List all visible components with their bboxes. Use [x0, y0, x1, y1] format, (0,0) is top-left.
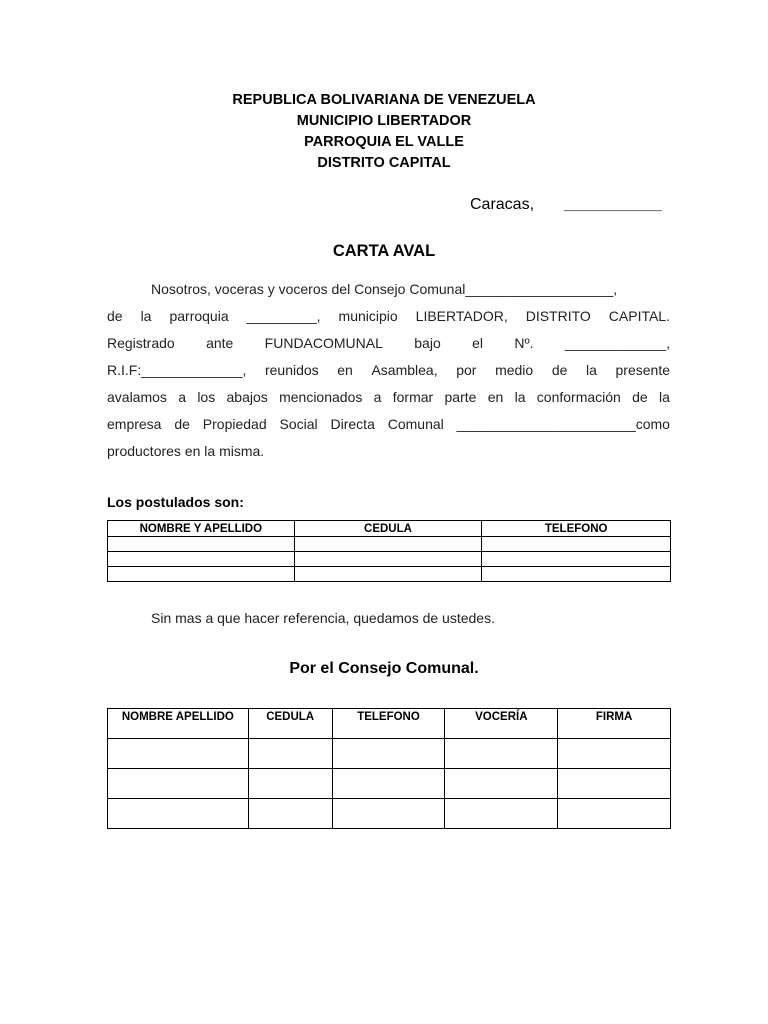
body-word: _____________, [564, 335, 670, 351]
header-firma: FIRMA [558, 709, 671, 739]
header-voceria: VOCERÍA [445, 709, 558, 739]
body-word: Registrado [107, 335, 175, 351]
body-word: LIBERTADOR, [415, 308, 508, 324]
body-word: por [456, 362, 477, 378]
header-municipality: MUNICIPIO LIBERTADOR [296, 113, 472, 129]
body-word: la [514, 389, 526, 405]
body-word: DISTRITO [525, 308, 591, 324]
postulados-label: Los postulados son: [107, 494, 244, 510]
body-word: bajo [414, 335, 441, 351]
table-cell[interactable] [482, 567, 671, 582]
header-telefono: TELEFONO [332, 709, 445, 739]
body-word: Propiedad [202, 416, 267, 432]
table-row [108, 769, 671, 799]
body-word: parte [444, 389, 477, 405]
body-word: de [551, 362, 568, 378]
body-word: de [107, 308, 123, 324]
table-cell[interactable] [482, 552, 671, 567]
consejo-title: Por el Consejo Comunal. [289, 660, 479, 677]
body-line-3 [107, 330, 670, 357]
table-cell[interactable] [558, 739, 671, 769]
table-cell[interactable] [294, 552, 482, 567]
table-row [108, 537, 671, 552]
header-nombre-apellido: NOMBRE APELLIDO [108, 709, 249, 739]
body-word: en [337, 362, 353, 378]
table-cell[interactable] [108, 552, 295, 567]
table-cell[interactable] [294, 537, 482, 552]
body-word: a [373, 389, 382, 405]
body-word: a [178, 389, 187, 405]
consejo-table [107, 708, 671, 829]
body-word: Asamblea, [371, 362, 438, 378]
body-word: avalamos [107, 389, 167, 405]
body-word: Social [279, 416, 318, 432]
postulados-table [107, 520, 671, 582]
body-word: en [487, 389, 504, 405]
document-header [0, 90, 768, 174]
body-line-4 [107, 357, 670, 384]
table-cell[interactable] [332, 769, 445, 799]
table-cell[interactable] [248, 739, 332, 769]
table-cell[interactable] [558, 799, 671, 829]
body-word: presente [615, 362, 670, 378]
body-line-7: productores en la misma. [107, 443, 265, 459]
table-row [108, 552, 671, 567]
table-row [108, 739, 671, 769]
document-title: CARTA AVAL [332, 242, 436, 260]
table-cell[interactable] [108, 567, 295, 582]
table-cell[interactable] [108, 769, 249, 799]
header-telefono: TELEFONO [482, 521, 671, 537]
table-cell[interactable] [445, 769, 558, 799]
table-cell[interactable] [558, 769, 671, 799]
body-word: parroquia [169, 308, 229, 324]
header-cedula: CEDULA [294, 521, 482, 537]
date-line [470, 196, 662, 214]
body-word: medio [495, 362, 534, 378]
table-cell[interactable] [248, 769, 332, 799]
body-word: municipio [338, 308, 398, 324]
header-cedula: CEDULA [248, 709, 332, 739]
body-word: reunidos [264, 362, 319, 378]
header-republic: REPUBLICA BOLIVARIANA DE VENEZUELA [232, 92, 536, 108]
body-word: FUNDACOMUNAL [264, 335, 383, 351]
body-word: mencionados [279, 389, 363, 405]
body-word: de [174, 416, 190, 432]
body-word: Directa [330, 416, 375, 432]
body-word: formar [392, 389, 434, 405]
date-blank: ___________ [564, 196, 662, 213]
body-word: R.I.F:_____________, [107, 362, 247, 378]
table-cell[interactable] [108, 799, 249, 829]
body-word: _________, [246, 308, 321, 324]
table-header-row [108, 709, 671, 739]
table-cell[interactable] [294, 567, 482, 582]
body-word: los [197, 389, 216, 405]
header-parish: PARROQUIA EL VALLE [304, 134, 464, 150]
date-city: Caracas, [470, 196, 535, 213]
table-cell[interactable] [445, 739, 558, 769]
header-district: DISTRITO CAPITAL [317, 155, 451, 171]
body-word: conformación [536, 389, 621, 405]
table-cell[interactable] [482, 537, 671, 552]
body-word: la [140, 308, 152, 324]
table-cell[interactable] [332, 739, 445, 769]
body-word: CAPITAL. [608, 308, 670, 324]
header-nombre-apellido: NOMBRE Y APELLIDO [108, 521, 295, 537]
table-header-row [108, 521, 671, 537]
body-line-5 [107, 384, 670, 411]
body-word: Comunal [387, 416, 444, 432]
body-word: el [472, 335, 483, 351]
closing-text: Sin mas a que hacer referencia, quedamos de ustedes. [151, 610, 495, 626]
body-word: la [659, 389, 670, 405]
table-row [108, 567, 671, 582]
body-line-2 [107, 303, 670, 330]
table-row [108, 799, 671, 829]
body-word: la [586, 362, 597, 378]
table-cell[interactable] [108, 739, 249, 769]
letter-body [107, 276, 670, 465]
body-line-1: Nosotros, voceras y voceros del Consejo Comunal___________________, [151, 281, 618, 297]
body-word: de [632, 389, 648, 405]
table-cell[interactable] [108, 537, 295, 552]
body-word: ante [206, 335, 234, 351]
body-word: Nº. [514, 335, 534, 351]
body-word: empresa [107, 416, 162, 432]
table-cell[interactable] [248, 799, 332, 829]
table-cell[interactable] [332, 799, 445, 829]
body-line-6 [107, 411, 670, 438]
table-cell[interactable] [445, 799, 558, 829]
body-word: abajos [226, 389, 268, 405]
body-word: _______________________como [456, 416, 670, 432]
